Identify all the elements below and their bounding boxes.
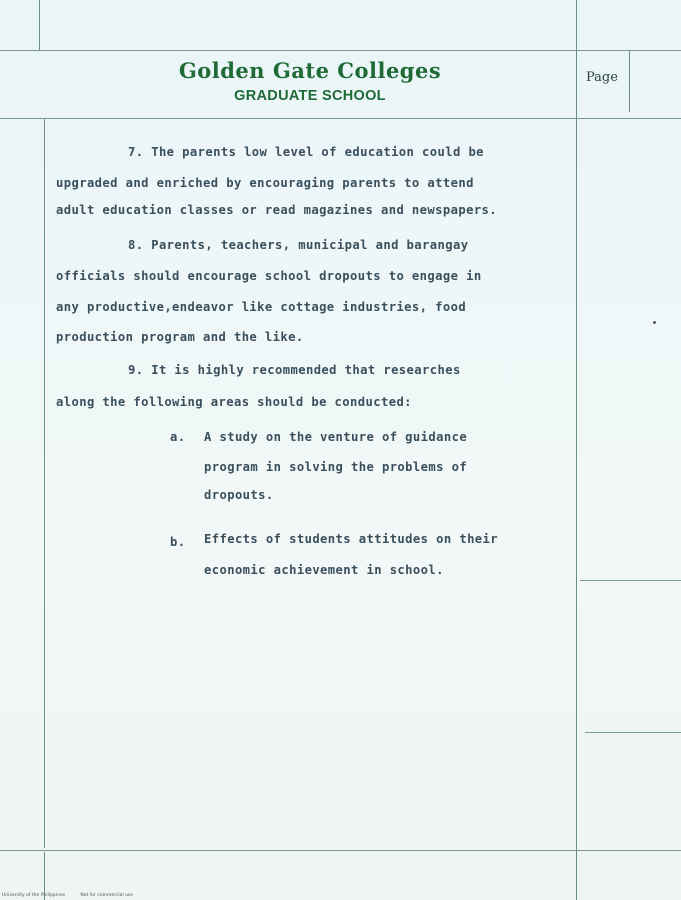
institution-name: Golden Gate Colleges — [178, 58, 442, 83]
right-page-column-rule — [629, 50, 630, 112]
body-line: production program and the like. — [56, 330, 304, 344]
school-name: GRADUATE SCHOOL — [234, 88, 386, 104]
footer-left-text: University of the Philippines — [2, 893, 65, 898]
scan-footer — [2, 893, 147, 898]
right-column-rule-1 — [580, 580, 681, 581]
header-bottom-rule — [0, 118, 681, 119]
list-item-line: economic achievement in school. — [204, 563, 444, 577]
left-margin-rule — [39, 0, 40, 50]
list-item-letter: b. — [170, 535, 186, 549]
body-line: along the following areas should be conducted: — [56, 395, 412, 409]
body-line: 8. Parents, teachers, municipal and barangay — [128, 238, 469, 252]
left-margin-rule-body — [44, 118, 45, 848]
scan-speck — [653, 321, 656, 324]
body-line: officials should encourage school dropouts to engage in — [56, 269, 482, 283]
list-item-line: Effects of students attitudes on their — [204, 532, 499, 546]
list-item-line: A study on the venture of guidance — [204, 430, 468, 444]
body-line: 9. It is highly recommended that researches — [128, 363, 461, 377]
list-item-line: dropouts. — [204, 488, 274, 502]
page-label: Page — [586, 70, 618, 85]
list-item-letter: a. — [170, 430, 186, 444]
body-line: upgraded and enriched by encouraging parents to attend — [56, 176, 474, 190]
body-line: adult education classes or read magazines and newspapers. — [56, 203, 498, 217]
body-line: 7. The parents low level of education could be — [128, 145, 484, 159]
footer-right-text: Not for commercial use — [80, 893, 133, 898]
right-margin-rule — [576, 0, 577, 900]
header-top-rule — [0, 50, 681, 51]
body-line: any productive,endeavor like cottage industries, food — [56, 300, 467, 314]
right-column-rule-2 — [585, 732, 681, 733]
list-item-line: program in solving the problems of — [204, 460, 468, 474]
footer-rule — [0, 850, 681, 851]
